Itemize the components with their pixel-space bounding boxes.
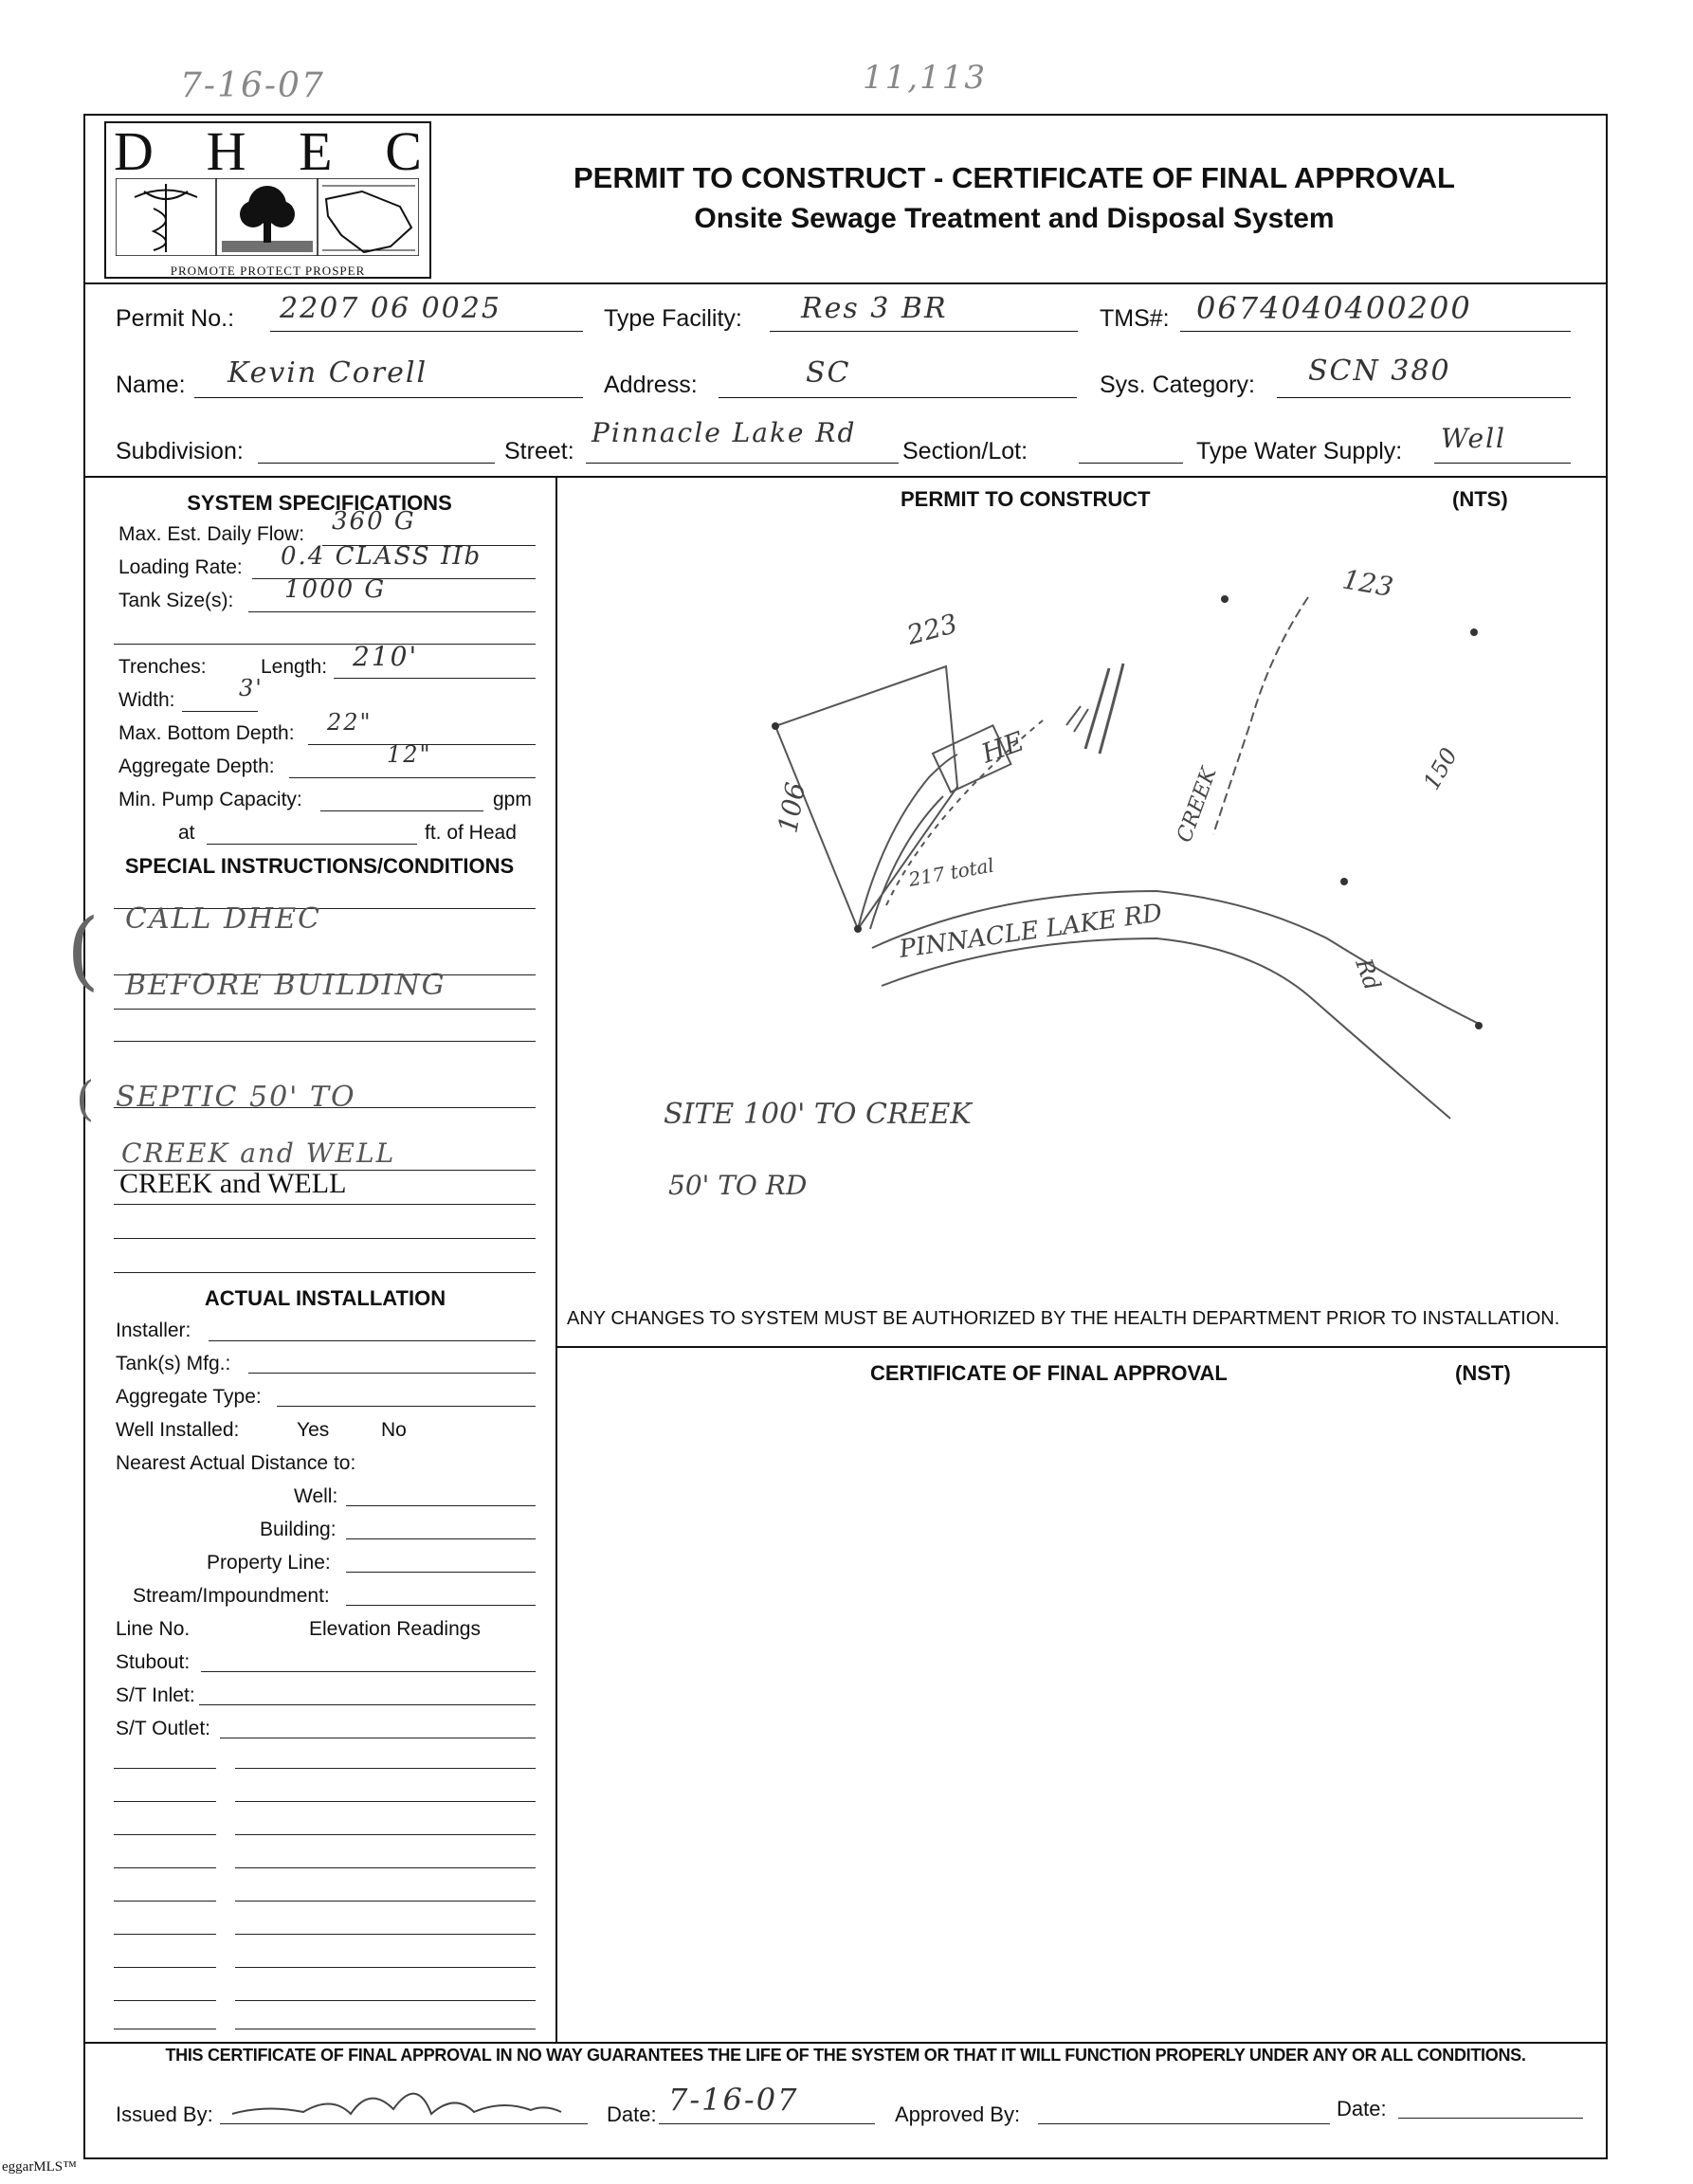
max-bottom-depth-value: 22" — [327, 709, 373, 736]
elev-line — [114, 2000, 216, 2001]
final-scale-label: (NST) — [1455, 1361, 1511, 1385]
tank-size-label: Tank Size(s): — [118, 590, 234, 611]
street-label: Street: — [504, 438, 574, 464]
well-distance-label: Well: — [294, 1485, 338, 1507]
instruction-line — [114, 1009, 536, 1010]
address-line — [719, 397, 1077, 398]
top-left-mark: 7-16-07 — [180, 66, 325, 105]
logo-letter-e: E — [299, 120, 333, 182]
bracket-mark: ( — [76, 1071, 95, 1126]
column-divider — [555, 476, 557, 2042]
permit-no-line — [270, 331, 583, 332]
road-edge-top — [872, 891, 1479, 1024]
header-divider — [83, 282, 1608, 284]
tank-mfg-label: Tank(s) Mfg.: — [116, 1353, 231, 1374]
stubout-line — [201, 1671, 536, 1672]
aggregate-depth-line — [289, 777, 536, 778]
building-distance-label: Building: — [260, 1519, 337, 1540]
bracket-mark: ( — [66, 901, 100, 1000]
water-supply-line — [1434, 463, 1571, 464]
sketch-label-total: 217 total — [906, 853, 996, 891]
instruction-line — [114, 1238, 536, 1239]
footer-disclaimer: THIS CERTIFICATE OF FINAL APPROVAL IN NO WAY GUARANTEES THE LIFE OF THE SYSTEM OR THAT IT WILL FUNCTION PROPERLY UNDER ANY OR ALL CONDITIONS. — [165, 2046, 1526, 2065]
length-label: Length: — [261, 656, 328, 678]
elev-line — [235, 1901, 536, 1902]
actual-installation-heading: ACTUAL INSTALLATION — [204, 1286, 446, 1310]
min-pump-line — [320, 810, 483, 811]
loading-rate-label: Loading Rate: — [118, 556, 243, 578]
elev-line — [235, 2000, 536, 2001]
max-flow-value: 360 G — [332, 507, 416, 536]
tank-mfg-line — [248, 1373, 536, 1374]
well-no-option[interactable]: No — [381, 1419, 407, 1441]
length-value: 210' — [353, 641, 419, 672]
tank-size-value: 1000 G — [284, 575, 387, 604]
issued-by-label: Issued By: — [116, 2102, 213, 2126]
type-facility-label: Type Facility: — [604, 305, 742, 332]
instruction-3: SEPTIC 50' TO — [116, 1081, 356, 1114]
instruction-typed: CREEK and WELL — [119, 1168, 347, 1199]
tank-mark — [1066, 706, 1088, 732]
name-label: Name: — [116, 372, 186, 398]
approved-by-line — [1038, 2123, 1330, 2124]
sketch-label-rd: Rd — [1350, 955, 1387, 994]
tms-label: TMS#: — [1100, 305, 1170, 332]
elev-line — [114, 1934, 216, 1935]
sketch-label-road: PINNACLE LAKE RD — [897, 899, 1164, 964]
line-no-label: Line No. — [116, 1618, 191, 1640]
st-inlet-label: S/T Inlet: — [116, 1684, 195, 1706]
dhec-logo — [104, 121, 431, 279]
page-subtitle: Onsite Sewage Treatment and Disposal System — [694, 203, 1335, 234]
width-line — [182, 711, 258, 712]
address-value: SC — [806, 356, 851, 390]
installer-label: Installer: — [116, 1320, 191, 1341]
length-line — [334, 678, 536, 679]
subdivision-line — [258, 463, 495, 464]
sketch-label-left: 106 — [772, 779, 812, 836]
elev-line — [114, 1867, 216, 1868]
elev-line — [235, 1834, 536, 1835]
fields-divider — [83, 476, 1608, 478]
site-sketch — [569, 531, 1593, 1251]
elev-line — [235, 1801, 536, 1802]
type-facility-line — [770, 331, 1078, 332]
nearest-distance-label: Nearest Actual Distance to: — [116, 1452, 356, 1474]
sketch-label-right-side: 150 — [1417, 743, 1464, 794]
section-lot-line — [1079, 463, 1183, 464]
permit-no-value: 2207 06 0025 — [280, 292, 501, 325]
building-distance-line — [346, 1538, 536, 1539]
permit-notice: ANY CHANGES TO SYSTEM MUST BE AUTHORIZED BY THE HEALTH DEPARTMENT PRIOR TO INSTALLATION. — [567, 1308, 1560, 1329]
elev-line — [114, 1901, 216, 1902]
sys-category-label: Sys. Category: — [1100, 372, 1255, 398]
street-line — [586, 463, 899, 464]
property-line-line — [346, 1572, 536, 1573]
property-line-label: Property Line: — [207, 1552, 331, 1574]
aggregate-type-line — [277, 1406, 536, 1407]
logo-emblem-icon — [116, 178, 419, 256]
tms-value: 0674040400200 — [1196, 290, 1472, 326]
st-outlet-label: S/T Outlet: — [116, 1718, 210, 1739]
watermark: eggarMLS™ — [2, 2159, 77, 2175]
instruction-1: CALL DHEC — [125, 902, 322, 936]
logo-motto: PROMOTE PROTECT PROSPER — [170, 264, 366, 278]
head-line — [207, 844, 417, 845]
gpm-unit: gpm — [493, 789, 532, 810]
max-flow-label: Max. Est. Daily Flow: — [118, 523, 305, 545]
width-label: Width: — [118, 689, 175, 711]
logo-letter-h: H — [206, 120, 246, 182]
aggregate-depth-label: Aggregate Depth: — [118, 755, 275, 777]
sys-category-value: SCN 380 — [1308, 355, 1451, 388]
sketch-note-2: 50' TO RD — [668, 1170, 808, 1201]
water-supply-value: Well — [1441, 423, 1506, 454]
logo-letter-d: D — [114, 120, 154, 182]
width-value: 3' — [239, 675, 264, 701]
elev-line — [235, 1934, 536, 1935]
stream-line — [346, 1605, 536, 1606]
at-label: at — [178, 822, 195, 844]
stream-label: Stream/Impoundment: — [133, 1585, 330, 1607]
stubout-label: Stubout: — [116, 1651, 191, 1673]
water-supply-label: Type Water Supply: — [1196, 438, 1403, 464]
elev-line — [235, 1867, 536, 1868]
elev-line — [235, 1967, 536, 1968]
page-title: PERMIT TO CONSTRUCT - CERTIFICATE OF FINAL APPROVAL — [573, 161, 1455, 194]
blank-line — [114, 644, 536, 645]
min-pump-label: Min. Pump Capacity: — [118, 789, 302, 810]
elev-line — [114, 1801, 216, 1802]
sketch-label-top: 223 — [903, 608, 961, 651]
sketch-label-right-top: 123 — [1339, 563, 1396, 604]
special-instructions-heading: SPECIAL INSTRUCTIONS/CONDITIONS — [124, 854, 515, 878]
approved-by-label: Approved By: — [895, 2102, 1021, 2126]
elev-line — [235, 1768, 536, 1769]
elev-line — [114, 1967, 216, 1968]
instruction-line — [114, 1204, 536, 1205]
head-label: ft. of Head — [425, 822, 517, 844]
aggregate-type-label: Aggregate Type: — [116, 1386, 262, 1408]
sketch-note-1: SITE 100' TO CREEK — [664, 1098, 972, 1131]
instruction-line — [114, 1041, 536, 1042]
sys-category-line — [1277, 397, 1571, 398]
date-line — [659, 2123, 875, 2124]
well-distance-line — [346, 1505, 536, 1506]
instruction-4: CREEK and WELL — [121, 1138, 396, 1169]
drainline-2 — [870, 796, 943, 929]
well-yes-option[interactable]: Yes — [297, 1419, 330, 1441]
permit-no-label: Permit No.: — [116, 305, 235, 332]
st-inlet-line — [199, 1704, 536, 1705]
aggregate-depth-value: 12" — [387, 741, 432, 768]
date2-label: Date: — [1337, 2097, 1387, 2120]
top-center-mark: 11,113 — [863, 59, 987, 97]
address-label: Address: — [604, 372, 698, 398]
footer-divider — [83, 2042, 1608, 2044]
system-specs-heading: SYSTEM SPECIFICATIONS — [187, 491, 452, 515]
well-installed-label: Well Installed: — [116, 1419, 240, 1441]
sketch-divider — [555, 1346, 1608, 1348]
name-value: Kevin Corell — [228, 356, 428, 390]
date2-line — [1398, 2118, 1583, 2119]
installer-line — [209, 1340, 536, 1341]
issuer-signature-icon — [228, 2076, 569, 2133]
date-label: Date: — [607, 2102, 657, 2126]
date-value: 7-16-07 — [668, 2082, 799, 2118]
permit-scale-label: (NTS) — [1452, 487, 1508, 511]
type-facility-value: Res 3 BR — [801, 292, 948, 325]
subdivision-label: Subdivision: — [116, 438, 244, 464]
final-approval-heading: CERTIFICATE OF FINAL APPROVAL — [870, 1361, 1228, 1385]
elevation-label: Elevation Readings — [309, 1618, 481, 1640]
name-line — [194, 397, 583, 398]
elev-line — [114, 1768, 216, 1769]
instruction-2: BEFORE BUILDING — [125, 969, 446, 1002]
tms-line — [1180, 331, 1571, 332]
instruction-line — [114, 1272, 536, 1273]
driveway-lines — [1085, 664, 1123, 754]
tank-size-line — [248, 611, 536, 612]
max-bottom-depth-label: Max. Bottom Depth: — [118, 722, 295, 744]
permit-construct-heading: PERMIT TO CONSTRUCT — [901, 487, 1151, 511]
street-value: Pinnacle Lake Rd — [592, 417, 857, 448]
loading-rate-value: 0.4 CLASS IIb — [281, 542, 482, 571]
sketch-label-creek: CREEK — [1173, 764, 1222, 846]
trenches-label: Trenches: — [118, 656, 207, 678]
section-lot-label: Section/Lot: — [902, 438, 1029, 464]
elev-line — [114, 1834, 216, 1835]
logo-letter-c: C — [385, 120, 422, 182]
creek-line — [1213, 597, 1308, 834]
sketch-label-house: HE — [977, 725, 1029, 770]
